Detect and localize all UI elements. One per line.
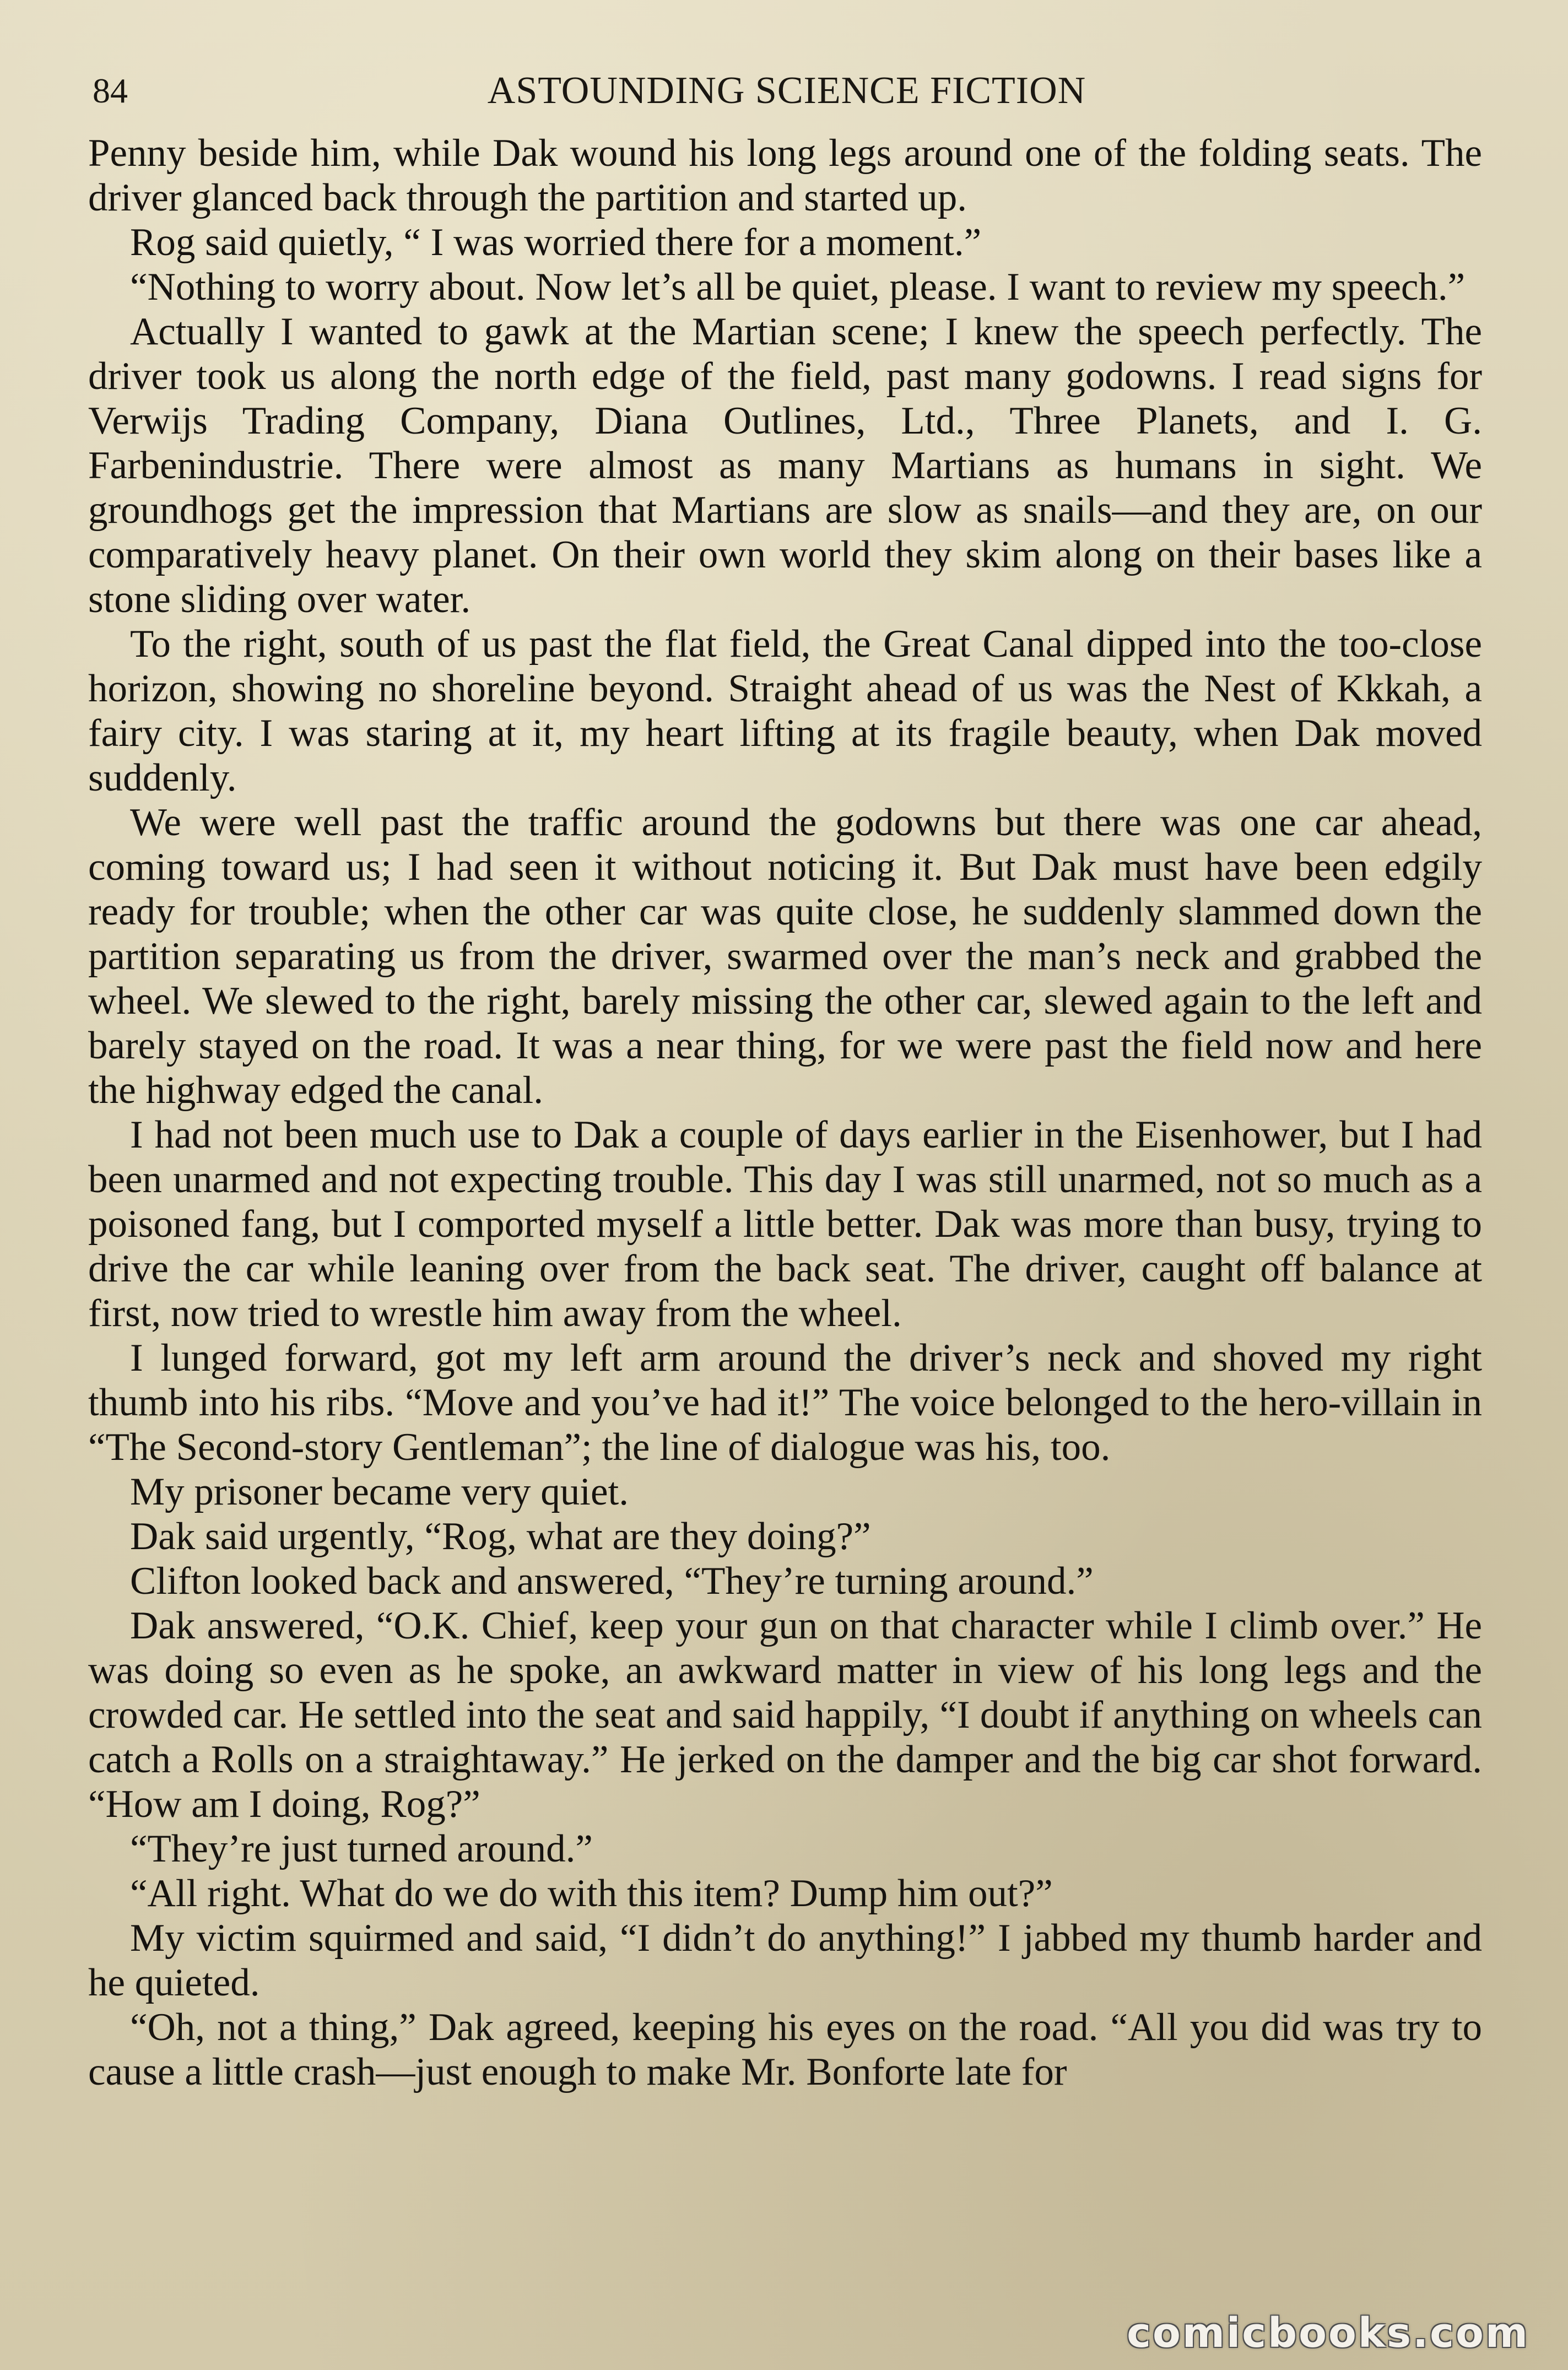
page-number: 84 [93, 71, 128, 110]
paragraph: “They’re just turned around.” [130, 1827, 593, 1870]
paragraph: I lunged forward, got my left arm around the driver’s neck and shoved my right thumb into his ribs. “Move and you’ve had it!” The voice belonged to the hero-villain in “The Second-story Gentleman”; the line of dialogue was his, too. [88, 1336, 1482, 1469]
paragraph: Clifton looked back and answered, “They’re turning around.” [130, 1560, 1094, 1603]
watermark: comicbooks.com [1127, 2309, 1529, 2357]
paragraph: Actually I wanted to gawk at the Martian scene; I knew the speech perfectly. The driver took us along the north edge of the field, past many godowns. I read signs for Verwijs Trading Company, Diana Outlines, Ltd., Three Planets, and I. G. Farbenindustrie. There were almost as many Martians as humans in sight. We groundhogs get the impression that Martians are slow as snails—and they are, on our comparatively heavy planet. On their own world they skim along on their bases like a stone sliding over water. [88, 310, 1482, 621]
paragraph: “Oh, not a thing,” Dak agreed, keeping his eyes on the road. “All you did was try to cause a little crash—just enough to make Mr. Bonforte late for [88, 2006, 1482, 2093]
paragraph: “Nothing to worry about. Now let’s all be quiet, please. I want to review my speech.” [130, 266, 1466, 309]
paragraph: I had not been much use to Dak a couple of days earlier in the Eisenhower, but I had been unarmed and not expecting trouble. This day I was still unarmed, not so much as a poisoned fang, but I comported myself a little better. Dak was more than busy, trying to drive the car while leaning over from the back seat. The driver, caught off balance at first, now tried to wrestle him away from the wheel. [88, 1113, 1482, 1335]
running-head: ASTOUNDING SCIENCE FICTION [487, 69, 1086, 112]
paragraph: We were well past the traffic around the godowns but there was one car ahead, coming toward us; I had seen it without noticing it. But Dak must have been edgily ready for trouble; when the other car was quite close, he suddenly slammed down the partition separating us from the driver, swarmed over the man’s neck and grabbed the wheel. We slewed to the right, barely missing the other car, slewed again to the left and barely stayed on the road. It was a near thing, for we were past the field now and here the highway edged the canal. [88, 801, 1482, 1112]
paragraph: My victim squirmed and said, “I didn’t do anything!” I jabbed my thumb harder and he quieted. [88, 1917, 1482, 2004]
paragraph: Penny beside him, while Dak wound his long legs around one of the folding seats. The driver glanced back through the partition and started up. [88, 132, 1482, 219]
paragraph: “All right. What do we do with this item? Dump him out?” [130, 1872, 1053, 1915]
paragraph: My prisoner became very quiet. [130, 1470, 629, 1513]
paragraph: To the right, south of us past the flat field, the Great Canal dipped into the too-close horizon, showing no shoreline beyond. Straight ahead of us was the Nest of Kkkah, a fairy city. I was staring at it, my heart lifting at its fragile beauty, when Dak moved suddenly. [88, 623, 1482, 799]
story-text [88, 131, 1482, 2095]
paragraph: Rog said quietly, “ I was worried there for a moment.” [130, 221, 982, 264]
paragraph: Dak answered, “O.K. Chief, keep your gun on that character while I climb over.” He was doing so even as he spoke, an awkward matter in view of his long legs and the crowded car. He settled into the seat and said happily, “I doubt if anything on wheels can catch a Rolls on a straightaway.” He jerked on the damper and the big car shot forward. “How am I doing, Rog?” [88, 1604, 1482, 1826]
page-header [93, 61, 1481, 121]
paragraph: Dak said urgently, “Rog, what are they doing?” [130, 1515, 871, 1558]
